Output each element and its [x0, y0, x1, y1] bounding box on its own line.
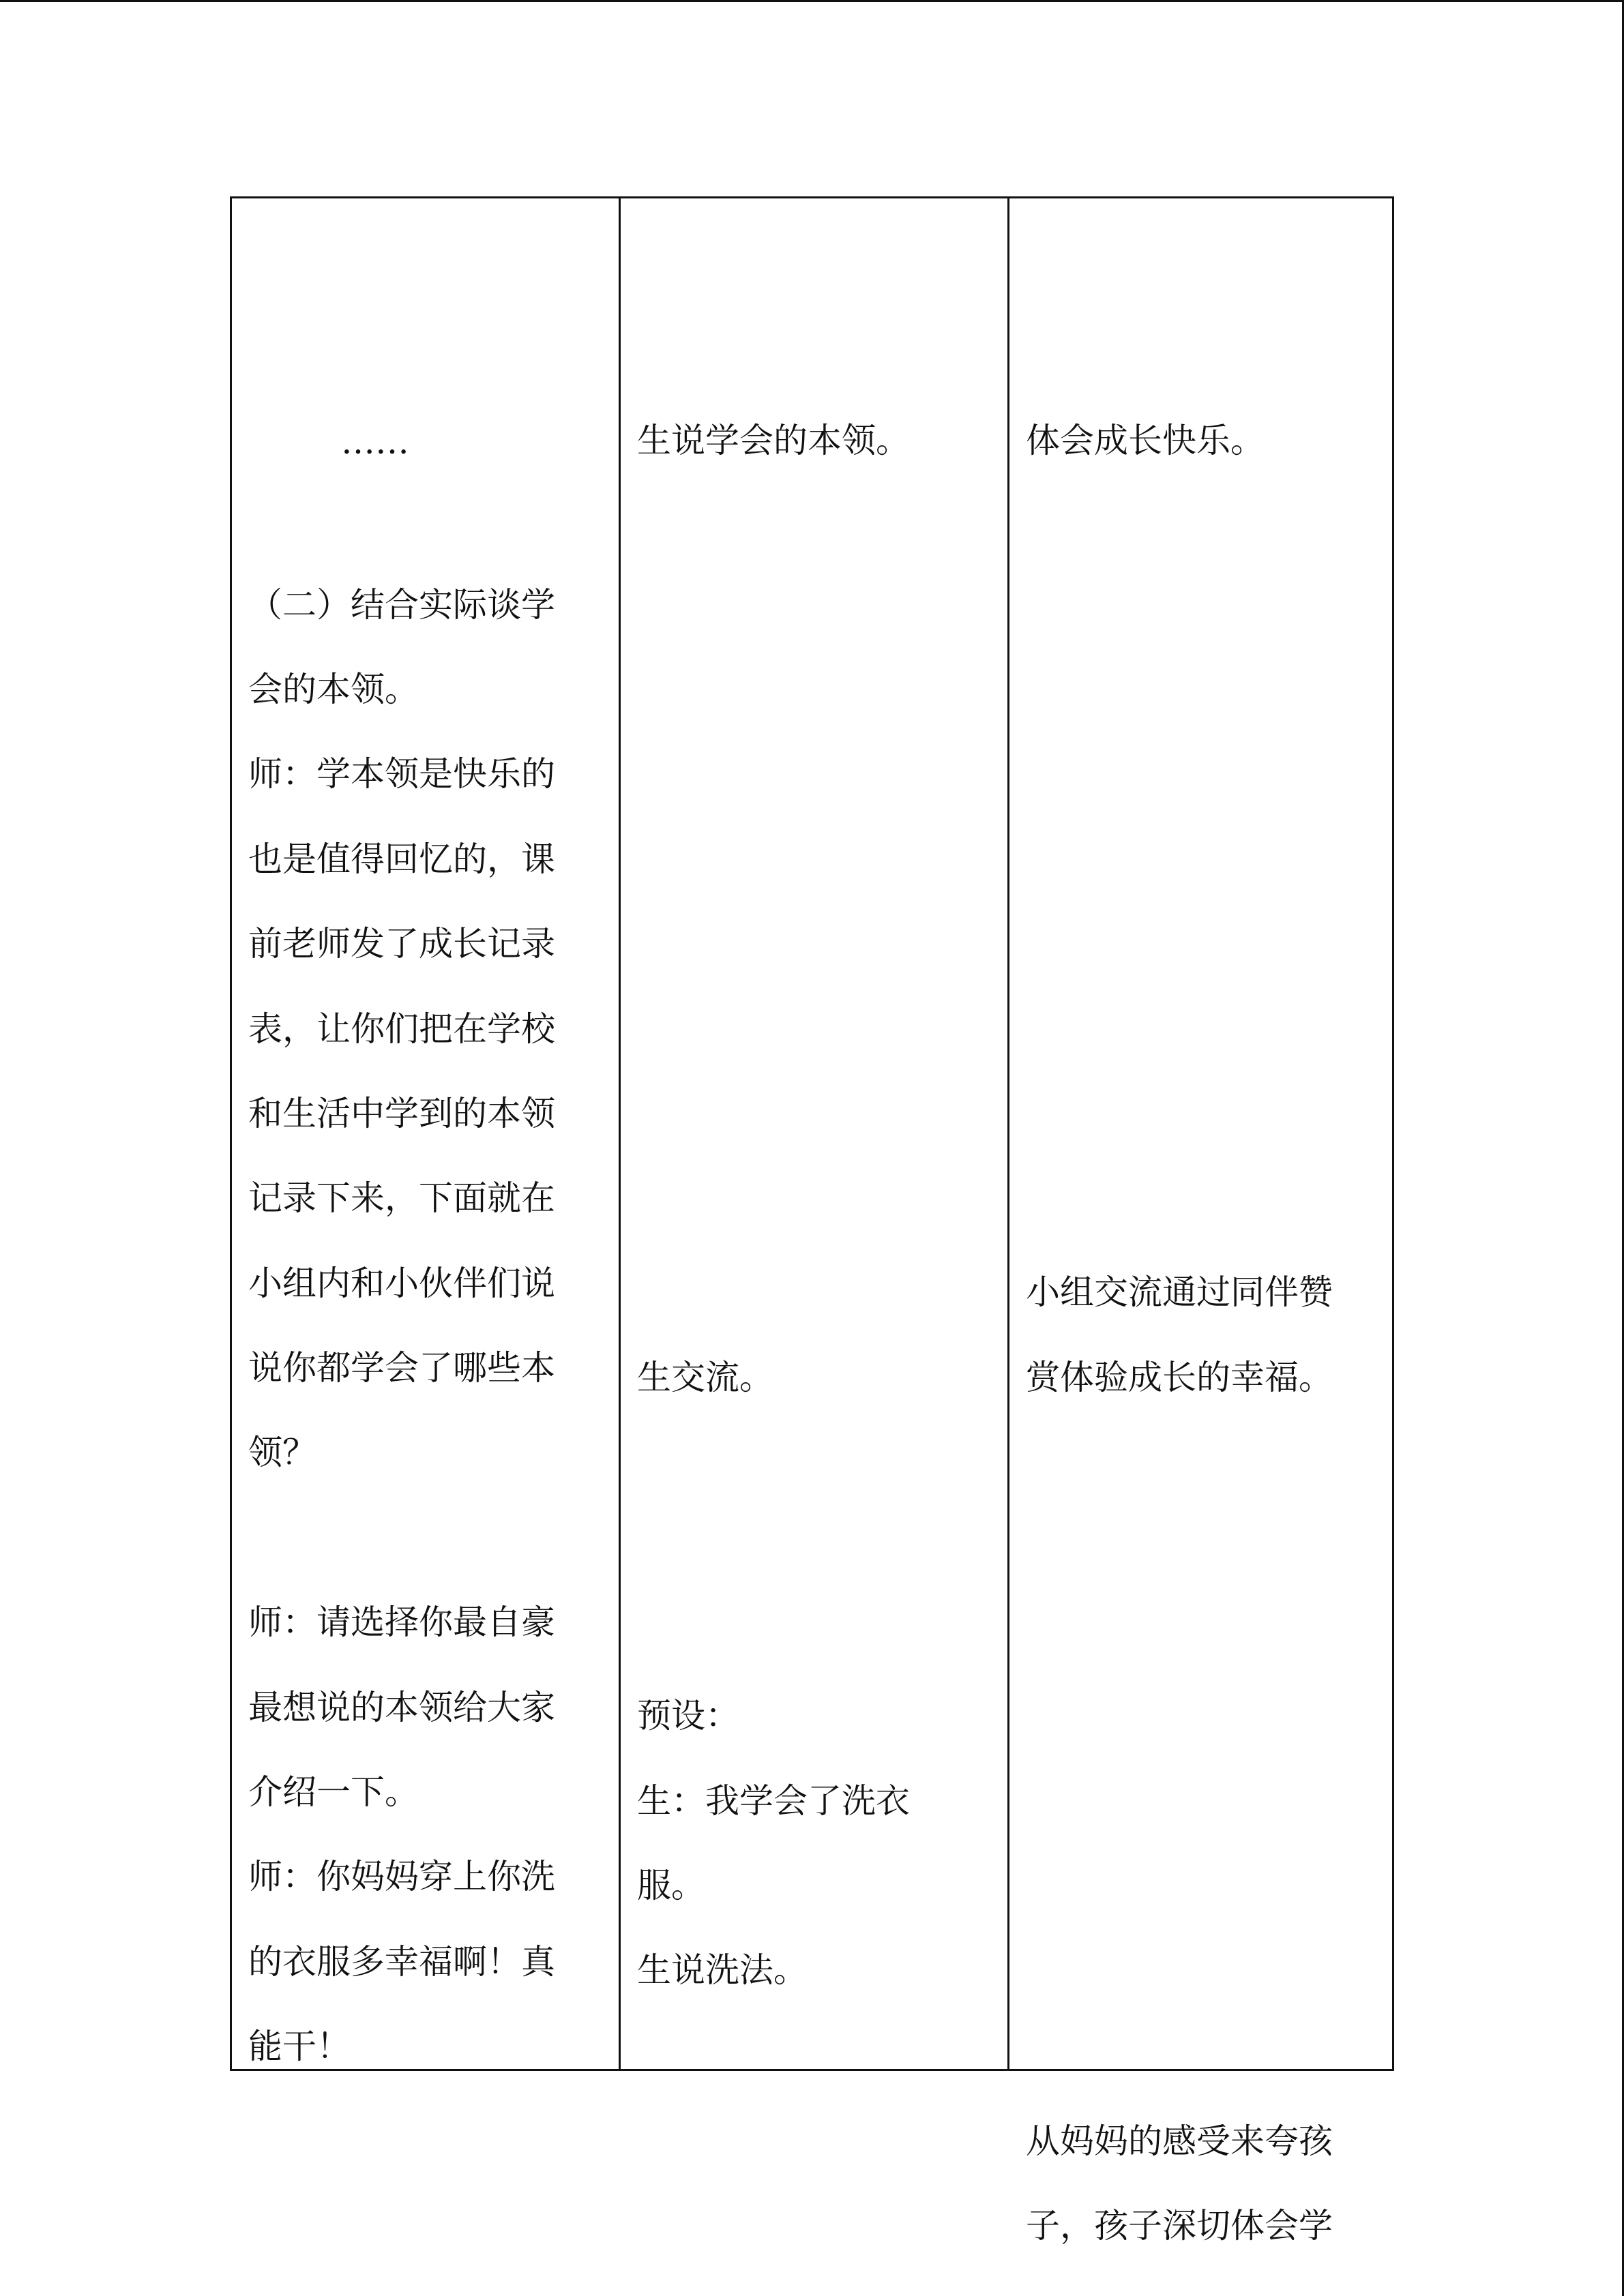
- intent-text-line: 小组交流通过同伴赞: [1026, 1272, 1333, 1312]
- teacher-text-line: 能干！: [248, 2027, 351, 2066]
- teacher-text-line: 最想说的本领给大家: [248, 1688, 555, 1727]
- teacher-text-line: 的衣服多幸福啊！真: [248, 1942, 555, 1982]
- teacher-text-line: 师：学本领是快乐的: [248, 754, 555, 794]
- section-heading-line-2: 会的本领。: [248, 670, 419, 709]
- teacher-text-line: 和生活中学到的本领: [248, 1094, 555, 1133]
- student-text-line: 预设：: [637, 1696, 739, 1735]
- teacher-text-line: 表，让你们把在学校: [248, 1009, 555, 1049]
- student-activity-column: [621, 198, 1009, 2069]
- intent-text-line: 赏体验成长的幸福。: [1026, 1358, 1333, 1397]
- section-heading-line-1: （二）结合实际谈学: [248, 585, 555, 625]
- teacher-text-line: 也是值得回忆的，课: [248, 839, 555, 879]
- student-text-line: 生：我学会了洗衣: [637, 1781, 910, 1821]
- teacher-text-line: 师：请选择你最自豪: [248, 1602, 555, 1642]
- teacher-text-line: 介绍一下。: [248, 1772, 419, 1812]
- teacher-text-line: 前老师发了成长记录: [248, 924, 555, 964]
- student-text-line: 生说洗法。: [637, 1950, 808, 1990]
- intent-text-line: 体会成长快乐。: [1026, 421, 1265, 460]
- teacher-text-line: 说你都学会了哪些本: [248, 1348, 555, 1388]
- teacher-text-line: 师：你妈妈穿上你洗: [248, 1857, 555, 1896]
- teacher-text-line: 记录下来，下面就在: [248, 1178, 555, 1218]
- design-intent-column: [1009, 198, 1392, 2246]
- page-top-border: [0, 0, 1624, 2]
- intent-text-line: 子，孩子深切体会学: [1026, 2206, 1333, 2246]
- student-text-line: 生交流。: [637, 1358, 773, 1397]
- student-text-line: 服。: [637, 1866, 705, 1905]
- lesson-plan-table: [230, 196, 1394, 2246]
- teacher-text-line: 领？: [248, 1433, 316, 1472]
- teacher-activity-column: [232, 198, 621, 2069]
- intent-text-line: 从妈妈的感受来夸孩: [1026, 2121, 1333, 2161]
- student-text-line: 生说学会的本领。: [637, 421, 910, 460]
- teacher-text-line: 小组内和小伙伴们说: [248, 1264, 555, 1303]
- ellipsis-line: ……: [341, 422, 409, 462]
